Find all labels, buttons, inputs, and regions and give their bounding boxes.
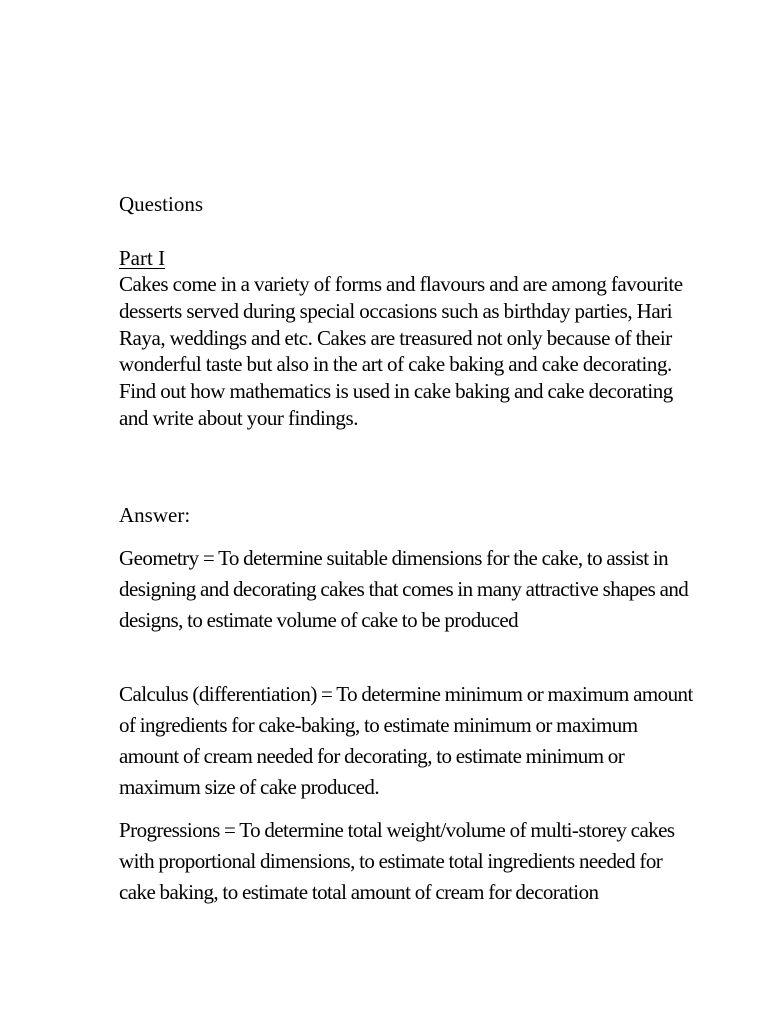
question-paragraph: Cakes come in a variety of forms and flavours and are among favourite desserts served during special occasions such as birthday parties, Hari Raya, weddings and etc. Cakes are treasured not only because of their wonderful taste but also in the art of cake baking and cake decorating. Find out how mathematics is used in cake baking and cake decorating and write about your findings. — [119, 272, 683, 430]
answer-label: Answer: — [119, 503, 191, 527]
answer-geometry: Geometry = To determine suitable dimensions for the cake, to assist in designing and decorating cakes that comes in many attractive shapes and designs, to estimate volume of cake to be produced — [119, 546, 689, 632]
section-heading: Questions — [119, 192, 203, 216]
part-title: Part I — [119, 246, 166, 270]
answer-calculus: Calculus (differentiation) = To determine minimum or maximum amount of ingredients for cake-baking, to estimate minimum or maximum amount of cream needed for decorating, to estimate minimum or maximum size of cake produced. — [119, 682, 693, 799]
answer-progressions: Progressions = To determine total weight/volume of multi-storey cakes with proportional dimensions, to estimate total ingredients needed for cake baking, to estimate total amount of cream for decoration — [119, 818, 675, 904]
